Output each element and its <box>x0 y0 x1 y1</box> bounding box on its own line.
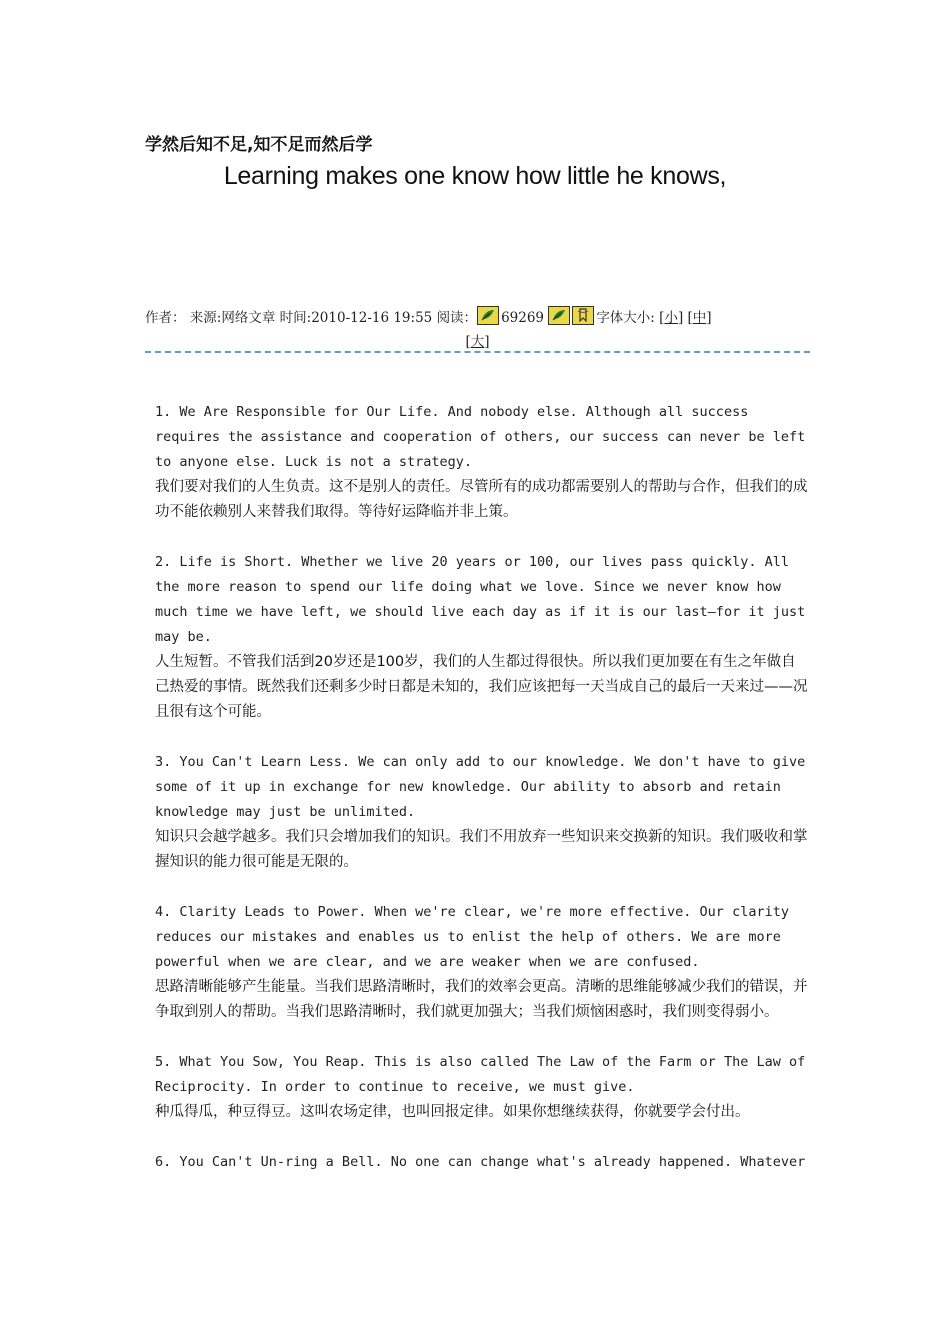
leaf-icon[interactable] <box>548 306 570 325</box>
time-label: 时间: <box>279 310 312 326</box>
font-size-label: 字体大小: <box>596 310 655 326</box>
english-paragraph: 6. You Can't Un-ring a Bell. No one can change what's already happened. Whatever <box>155 1154 806 1170</box>
source-value: 网络文章 <box>221 310 276 326</box>
font-size-medium-link[interactable]: 中 <box>692 310 707 326</box>
chinese-paragraph: 人生短暂。不管我们活到20岁还是100岁，我们的人生都过得很快。所以我们更加要在有生之年做自己热爱的事情。既然我们还剩多少时日都是未知的，我们应该把每一天当成自己的最后一天来过——况且很有这个可能。 <box>155 654 808 720</box>
read-label: 阅读： <box>436 310 478 326</box>
read-count: 69269 <box>501 310 545 326</box>
list-item <box>155 550 810 725</box>
chinese-paragraph: 种瓜得瓜，种豆得豆。这叫农场定律，也叫回报定律。如果你想继续获得，你就要学会付出。 <box>155 1104 750 1120</box>
list-item <box>155 750 810 875</box>
dashed-divider <box>145 351 810 353</box>
chinese-paragraph: 我们要对我们的人生负责。这不是别人的责任。尽管所有的成功都需要别人的帮助与合作，但我们的成功不能依赖别人来替我们取得。等待好运降临并非上策。 <box>155 479 808 520</box>
article-meta: 作者： 来源:网络文章 时间:2010-12-16 19:55 阅读： 69269 字体大小: [小] [中] [大] <box>145 306 810 354</box>
english-paragraph: 4. Clarity Leads to Power. When we're clear, we're more effective. Our clarity reduces our mistakes and enables us to enlist the help of others. We are more powerful when we are clear, and we are weaker when we are confused. <box>155 904 789 970</box>
font-size-large-link[interactable]: 大 <box>470 334 485 350</box>
list-item <box>155 1150 810 1175</box>
source-label: 来源: <box>189 310 222 326</box>
bookmark-icon[interactable] <box>572 306 594 325</box>
english-title: Learning makes one know how little he knows, <box>223 162 727 190</box>
english-paragraph: 3. You Can't Learn Less. We can only add to our knowledge. We don't have to give some of it up in exchange for new knowledge. Our ability to absorb and retain knowledge may just be unlimited. <box>155 754 806 820</box>
list-item <box>155 400 810 525</box>
chinese-title: 学然后知不足,知不足而然后学 <box>145 135 373 155</box>
author-label: 作者： <box>145 310 186 326</box>
leaf-icon <box>477 306 499 325</box>
english-paragraph: 5. What You Sow, You Reap. This is also called The Law of the Farm or The Law of Reciprocity. In order to continue to receive, we must give. <box>155 1054 806 1095</box>
chinese-paragraph: 思路清晰能够产生能量。当我们思路清晰时，我们的效率会更高。清晰的思维能够减少我们的错误，并争取到别人的帮助。当我们思路清晰时，我们就更加强大；当我们烦恼困惑时，我们则变得弱小。 <box>155 979 808 1020</box>
chinese-paragraph: 知识只会越学越多。我们只会增加我们的知识。我们不用放弃一些知识来交换新的知识。我们吸收和掌握知识的能力很可能是无限的。 <box>155 829 808 870</box>
list-item <box>155 900 810 1025</box>
english-paragraph: 2. Life is Short. Whether we live 20 years or 100, our lives pass quickly. All the more reason to spend our life doing what we love. Since we never know how much time we have left, we should live each day as if it is our last—for it just may be. <box>155 554 806 645</box>
list-item <box>155 1050 810 1125</box>
font-size-small-link[interactable]: 小 <box>664 310 678 326</box>
article-body <box>155 400 810 1200</box>
meta-second-line: [大] <box>465 334 490 350</box>
time-value: 2010-12-16 19:55 <box>311 310 433 326</box>
english-paragraph: 1. We Are Responsible for Our Life. And nobody else. Although all success requires the assistance and cooperation of others, our success can never be left to anyone else. Luck is not a strategy. <box>155 404 806 470</box>
